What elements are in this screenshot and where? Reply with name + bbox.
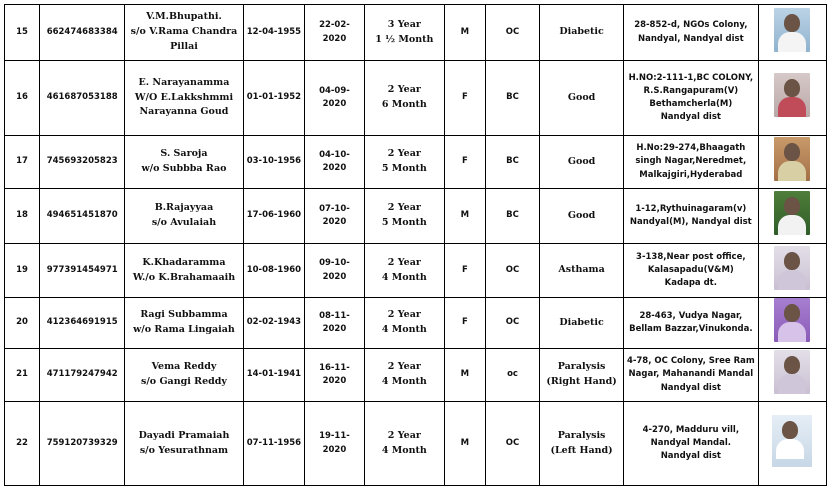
condition-text: Asthama [558, 264, 605, 276]
name-cell [125, 298, 243, 349]
condition-text: Paralysis [557, 361, 606, 373]
date-of-birth: 14-01-1941 [243, 349, 305, 402]
serial-number: 17 [5, 136, 40, 189]
photo-cell [758, 189, 826, 244]
photo-cell [758, 298, 826, 349]
gender: M [445, 189, 486, 244]
relation-line: s/o Gangi Reddy [140, 376, 227, 387]
caste: OC [485, 402, 539, 486]
relation-line: w/o Subbba Rao [141, 163, 227, 174]
duration-years: 2 Year [387, 148, 421, 160]
photo-cell [758, 5, 826, 61]
address-line: Kadapa dt. [664, 278, 717, 289]
condition-detail: (Left Hand) [550, 444, 613, 456]
aadhar-number: 662474683384 [40, 5, 125, 61]
date-of-joining: 19-11-2020 [305, 402, 364, 486]
condition-text: Diabetic [559, 316, 604, 328]
name-line: S. Saroja [160, 148, 208, 160]
address-line: 28-463, Vudya Nagar, [639, 310, 743, 321]
relation-line: s/o Yesurathnam [139, 444, 229, 456]
caste: BC [485, 136, 539, 189]
health-condition [540, 244, 624, 298]
caste: BC [485, 61, 539, 136]
gender: F [445, 244, 486, 298]
resident-photo [772, 415, 812, 467]
relation-line-cont: Narayanna Goud [139, 106, 229, 118]
address-line: 4-78, OC Colony, Sree Ram [626, 356, 755, 367]
address-line: Malkajgiri,Hyderabad [639, 169, 743, 180]
date-of-birth: 07-11-1956 [243, 402, 305, 486]
relation-line: W./o K.Brahamaaih [132, 271, 236, 283]
resident-photo [774, 73, 810, 117]
duration-years: 2 Year [387, 429, 421, 441]
table-row [5, 61, 827, 136]
duration-months: 1 ½ Month [375, 33, 434, 45]
name-cell [125, 5, 243, 61]
aadhar-number: 461687053188 [40, 61, 125, 136]
date-of-birth: 17-06-1960 [243, 189, 305, 244]
name-cell [125, 349, 243, 402]
address-line: Nandyal dist [660, 382, 721, 393]
gender: M [445, 349, 486, 402]
duration-months: 4 Month [381, 444, 427, 456]
date-of-birth: 01-01-1952 [243, 61, 305, 136]
date-of-joining: 04-09-2020 [305, 61, 364, 136]
address-line: Nandyal, Nandyal dist [638, 33, 744, 44]
serial-number: 22 [5, 402, 40, 486]
condition-text: Diabetic [559, 26, 604, 38]
address-line: 3-138,Near post office, [636, 251, 746, 262]
relation-line: s/o Avulaiah [151, 217, 217, 228]
table-row [5, 244, 827, 298]
stay-duration [364, 244, 444, 298]
address [623, 189, 758, 244]
address-line: Nandyal(M), Nandyal dist [629, 217, 752, 227]
table-row [5, 5, 827, 61]
duration-years: 2 Year [387, 361, 421, 373]
aadhar-number: 977391454971 [40, 244, 125, 298]
health-condition [540, 298, 624, 349]
date-of-birth: 03-10-1956 [243, 136, 305, 189]
name-line: Vema Reddy [151, 361, 217, 373]
photo-cell [758, 402, 826, 486]
stay-duration [364, 61, 444, 136]
condition-text: Good [567, 91, 596, 103]
duration-years: 2 Year [387, 202, 421, 214]
relation-line: w/o Rama Lingaiah [133, 324, 235, 335]
name-line: K.Khadaramma [142, 256, 226, 268]
date-of-joining: 04-10-2020 [305, 136, 364, 189]
health-condition [540, 402, 624, 486]
resident-photo [774, 191, 810, 235]
serial-number: 18 [5, 189, 40, 244]
photo-cell [758, 349, 826, 402]
health-condition [540, 136, 624, 189]
stay-duration [364, 189, 444, 244]
name-cell [125, 402, 243, 486]
photo-cell [758, 136, 826, 189]
duration-years: 2 Year [387, 309, 421, 321]
address-line: singh Nagar,Neredmet, [635, 156, 747, 167]
address [623, 244, 758, 298]
date-of-joining: 08-11-2020 [305, 298, 364, 349]
relation-line: W/O E.Lakkshmmi [134, 91, 234, 103]
photo-cell [758, 61, 826, 136]
address-line: 1-12,Rythuinagaram(v) [635, 203, 747, 214]
serial-number: 21 [5, 349, 40, 402]
condition-text: Good [567, 155, 596, 167]
serial-number: 16 [5, 61, 40, 136]
stay-duration [364, 349, 444, 402]
name-cell [125, 189, 243, 244]
date-of-birth: 10-08-1960 [243, 244, 305, 298]
duration-months: 6 Month [381, 99, 427, 110]
duration-months: 5 Month [381, 163, 427, 174]
serial-number: 19 [5, 244, 40, 298]
address-line: 4-270, Madduru vill, [642, 424, 740, 435]
date-of-joining: 09-10-2020 [305, 244, 364, 298]
date-of-birth: 02-02-1943 [243, 298, 305, 349]
resident-photo [774, 137, 810, 181]
relation-line-cont: Pillai [170, 40, 198, 52]
name-line: E. Narayanamma [138, 76, 230, 88]
duration-years: 2 Year [387, 256, 421, 268]
caste: oc [485, 349, 539, 402]
name-line: Ragi Subbamma [140, 309, 228, 321]
gender: M [445, 402, 486, 486]
condition-text: Good [567, 209, 596, 221]
aadhar-number: 471179247942 [40, 349, 125, 402]
duration-years: 2 Year [387, 84, 421, 96]
address [623, 298, 758, 349]
caste: OC [485, 298, 539, 349]
gender: M [445, 5, 486, 61]
stay-duration [364, 298, 444, 349]
table-row [5, 402, 827, 486]
aadhar-number: 745693205823 [40, 136, 125, 189]
name-line: V.M.Bhupathi. [146, 11, 222, 23]
date-of-joining: 22-02-2020 [305, 5, 364, 61]
residents-table-wrapper [4, 4, 827, 486]
relation-line: s/o V.Rama Chandra [130, 26, 238, 38]
address [623, 402, 758, 486]
name-cell [125, 136, 243, 189]
table-row [5, 298, 827, 349]
stay-duration [364, 136, 444, 189]
duration-months: 4 Month [381, 324, 427, 335]
aadhar-number: 412364691915 [40, 298, 125, 349]
stay-duration [364, 5, 444, 61]
gender: F [445, 136, 486, 189]
caste: OC [485, 5, 539, 61]
address-line: Nandyal Mandal. [650, 437, 731, 448]
aadhar-number: 494651451870 [40, 189, 125, 244]
health-condition [540, 349, 624, 402]
name-line: B.Rajayyaa [154, 202, 214, 214]
gender: F [445, 298, 486, 349]
health-condition [540, 61, 624, 136]
address [623, 5, 758, 61]
address [623, 61, 758, 136]
table-row [5, 349, 827, 402]
stay-duration [364, 402, 444, 486]
date-of-joining: 07-10-2020 [305, 189, 364, 244]
caste: OC [485, 244, 539, 298]
address [623, 136, 758, 189]
serial-number: 15 [5, 5, 40, 61]
health-condition [540, 189, 624, 244]
duration-months: 4 Month [381, 376, 427, 387]
photo-cell [758, 244, 826, 298]
table-row [5, 189, 827, 244]
duration-months: 4 Month [381, 271, 427, 283]
date-of-birth: 12-04-1955 [243, 5, 305, 61]
address-line: R.S.Rangapuram(V) [643, 85, 739, 96]
address [623, 349, 758, 402]
resident-photo [774, 246, 810, 290]
resident-photo [774, 298, 810, 342]
condition-detail: (Right Hand) [546, 376, 617, 387]
date-of-joining: 16-11-2020 [305, 349, 364, 402]
address-line: H.No:29-274,Bhaagath [636, 143, 746, 154]
aadhar-number: 759120739329 [40, 402, 125, 486]
resident-photo [774, 350, 810, 394]
address-line: Bethamcherla(M) [649, 99, 733, 109]
condition-text: Paralysis [557, 429, 606, 441]
name-cell [125, 61, 243, 136]
caste: BC [485, 189, 539, 244]
address-line: Kalasapadu(V&M) [647, 264, 734, 275]
address-line: H.NO:2-111-1,BC COLONY, [628, 72, 754, 83]
name-cell [125, 244, 243, 298]
address-line: Nandyal dist [660, 112, 721, 123]
duration-months: 5 Month [381, 217, 427, 228]
duration-years: 3 Year [387, 18, 421, 30]
resident-photo [774, 8, 810, 52]
serial-number: 20 [5, 298, 40, 349]
address-line: Nandyal dist [660, 451, 721, 462]
health-condition [540, 5, 624, 61]
name-line: Dayadi Pramaiah [138, 429, 230, 441]
table-row [5, 136, 827, 189]
address-line: 28-852-d, NGOs Colony, [634, 20, 748, 31]
address-line: Bellam Bazzar,Vinukonda. [629, 324, 753, 334]
address-line: Nagar, Mahanandi Mandal [628, 369, 754, 380]
residents-table [4, 4, 827, 486]
gender: F [445, 61, 486, 136]
